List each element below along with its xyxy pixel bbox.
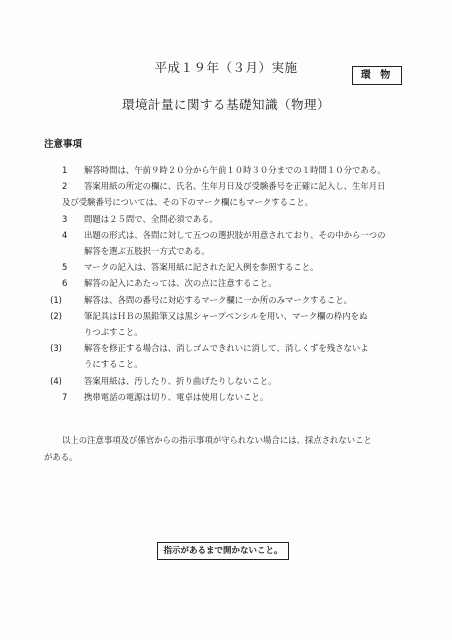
note-number: 5	[62, 262, 68, 273]
note-text: 解答時間は、午前９時２０分から午前１０時３０分までの１時間１０分である。	[84, 165, 386, 175]
sub-note-text: 答案用紙は、汚したり、折り曲げたりしないこと。	[84, 375, 277, 386]
closing-paragraph	[44, 432, 424, 466]
note-text: 携帯電話の電源は切り、電卓は使用しないこと。	[84, 391, 269, 402]
closing-line: 以上の注意事項及び係官からの指示事項が守られない場合には、採点されないこと	[62, 435, 372, 445]
note-item	[44, 259, 424, 275]
note-text: 及び受験番号については、その下のマーク欄にもマークすること。	[62, 197, 314, 208]
sub-note-item	[44, 308, 424, 324]
note-item	[44, 211, 424, 227]
note-text: 出題の形式は、各問に対して五つの選択肢が用意されており、その中から一つの	[84, 229, 386, 240]
sub-note-item	[44, 340, 424, 356]
sub-note-item	[44, 292, 424, 308]
do-not-open-notice: 指示があるまで開かないこと。	[157, 542, 289, 560]
sub-note-text: りつぶすこと。	[84, 327, 143, 338]
note-text: 答案用紙の所定の欄に、氏名、生年月日及び受験番号を正確に記入し、生年月日	[84, 181, 386, 192]
note-item	[44, 389, 424, 405]
sub-note-text: 筆記具はＨＢの黒鉛筆又は黒シャープペンシルを用い、マーク欄の枠内をぬ	[84, 310, 368, 321]
note-number: 2	[62, 181, 68, 192]
sub-note-number: (3)	[50, 343, 62, 354]
note-continuation	[44, 194, 424, 210]
sub-note-text: 解答は、各問の番号に対応するマーク欄に一か所のみマークすること。	[84, 294, 352, 305]
exam-date-text: 平成１９年（３月）実施	[154, 60, 298, 75]
note-number: 7	[62, 391, 68, 402]
note-number: 4	[62, 229, 68, 240]
sub-note-text: うにすること。	[84, 359, 143, 370]
sub-note-item	[44, 373, 424, 389]
sub-note-text: 解答を修正する場合は、消しゴムできれいに消して、消しくずを残さないよ	[84, 343, 369, 354]
sub-note-number: (4)	[50, 375, 62, 386]
exam-title: 環境計量に関する基礎知識（物理）	[121, 97, 330, 112]
sub-note-number: (2)	[50, 310, 62, 321]
sub-note-number: (1)	[50, 294, 62, 305]
sub-note-continuation	[44, 356, 424, 372]
closing-line: がある。	[44, 452, 78, 462]
note-number: 6	[62, 278, 68, 289]
note-text: 解答の記入にあたっては、次の点に注意すること。	[84, 278, 277, 289]
note-text: 解答を選ぶ五肢択一方式である。	[84, 246, 210, 257]
note-item	[44, 162, 424, 178]
note-continuation	[44, 243, 424, 259]
note-item	[44, 275, 424, 291]
notes-list	[44, 162, 424, 405]
notes-heading: 注意事項	[44, 139, 83, 150]
note-item	[44, 178, 424, 194]
sub-note-continuation	[44, 324, 424, 340]
note-number: 3	[62, 213, 68, 224]
note-text: マークの記入は、答案用紙に記された記入例を参照すること。	[84, 262, 319, 273]
note-item	[44, 227, 424, 243]
subject-box: 環 物	[352, 66, 402, 85]
note-number: 1	[62, 165, 68, 175]
note-text: 問題は２５問で、全問必須である。	[84, 213, 218, 224]
